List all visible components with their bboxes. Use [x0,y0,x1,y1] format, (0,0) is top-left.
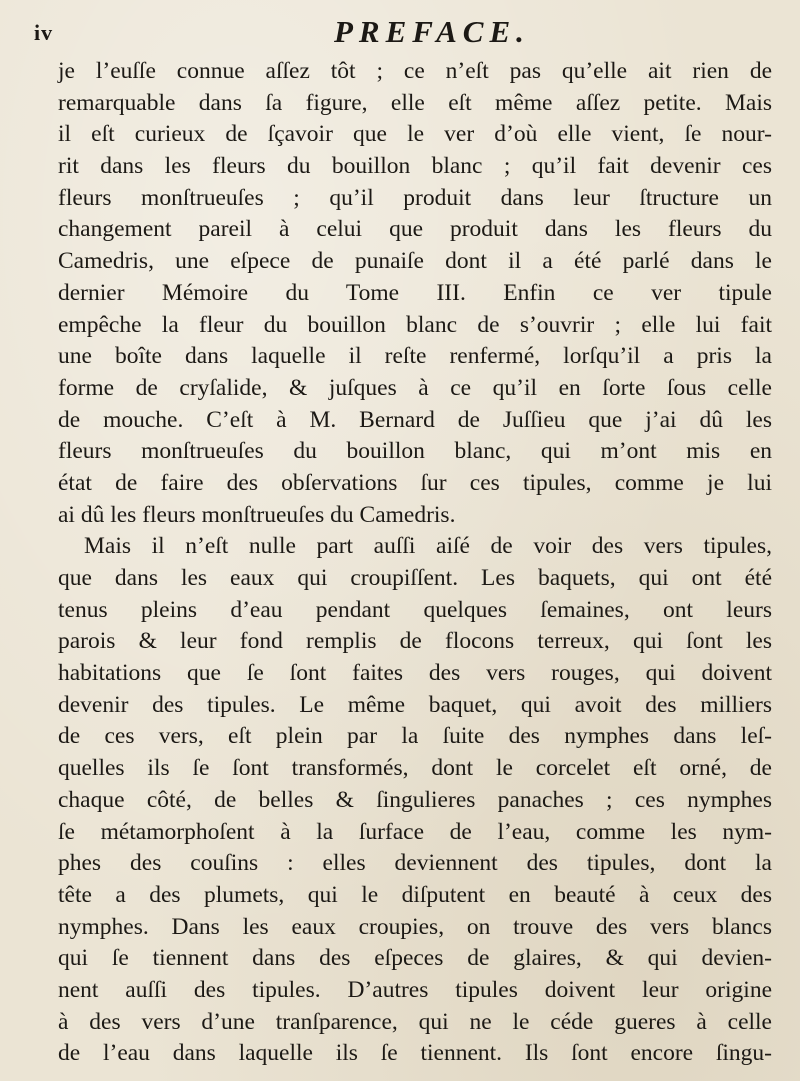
running-head: PREFACE. [334,14,530,49]
page-number: iv [34,20,54,45]
text-line: rit dans les fleurs du bouillon blanc ; qu’il fait devenir ces [58,153,772,180]
text-line: chaque côté, de belles & ſingulieres panaches ; ces nymphes [58,786,772,813]
body-text [58,56,772,1070]
text-line: ai dû les fleurs monſtrueuſes du Camedris. [58,501,456,528]
text-line: je l’euſſe connue aſſez tôt ; ce n’eſt pas qu’elle ait rien de [58,58,772,84]
text-line: tenus pleins d’eau pendant quelques ſemaines, ont leurs [58,596,772,623]
text-line: tête a des plumets, qui le diſputent en beauté à ceux des [58,881,772,908]
text-line: de mouche. C’eſt à M. Bernard de Juſſieu que j’ai dû les [58,406,772,433]
text-line: quelles ils ſe ſont transformés, dont le corcelet eſt orné, de [58,755,772,782]
text-line: ſe métamorphoſent à la ſurface de l’eau, comme les nym- [58,818,772,845]
text-line: fleurs monſtrueuſes du bouillon blanc, qui m’ont mis en [58,438,772,465]
text-line: une boîte dans laquelle il reſte renfermé, lorſqu’il a pris la [58,343,772,370]
text-line: que dans les eaux qui croupiſſent. Les baquets, qui ont été [58,565,772,591]
text-line: habitations que ſe ſont faites des vers rouges, qui doivent [58,660,772,687]
text-line: il eſt curieux de ſçavoir que le ver d’où elle vient, ſe nour- [58,121,772,148]
text-line: état de faire des obſervations ſur ces tipules, comme je lui [58,469,772,496]
text-line: forme de cryſalide, & juſques à ce qu’il en ſorte ſous celle [58,374,772,401]
text-line: de ces vers, eſt plein par la ſuite des nymphes dans leſ- [58,723,772,750]
text-line: qui ſe tiennent dans des eſpeces de glaires, & qui devien- [58,945,772,972]
text-line: Camedris, une eſpece de punaiſe dont il a été parlé dans le [58,248,772,275]
text-line: dernier Mémoire du Tome III. Enfin ce ver tipule [58,279,772,306]
text-line: empêche la fleur du bouillon blanc de s’ouvrir ; elle lui fait [58,311,772,338]
text-line: phes des couſins : elles deviennent des tipules, dont la [58,850,772,877]
text-line: changement pareil à celui que produit dans les fleurs du [58,216,772,243]
text-line: nent auſſi des tipules. D’autres tipules doivent leur origine [58,976,772,1003]
text-line: Mais il n’eſt nulle part auſſi aiſé de voir des vers tipules, [84,533,772,560]
text-line: nymphes. Dans les eaux croupies, on trouve des vers blancs [58,913,772,940]
text-line: à des vers d’une tranſparence, qui ne le céde gueres à celle [58,1008,772,1035]
text-line: de l’eau dans laquelle ils ſe tiennent. Ils ſont encore ſingu- [58,1040,772,1067]
text-line: parois & leur fond remplis de flocons terreux, qui ſont les [58,628,772,655]
page-header [34,14,774,54]
text-line: remarquable dans ſa figure, elle eſt même aſſez petite. Mais [58,89,772,116]
text-line: fleurs monſtrueuſes ; qu’il produit dans leur ſtructure un [58,184,772,211]
text-line: devenir des tipules. Le même baquet, qui avoit des milliers [58,691,772,718]
